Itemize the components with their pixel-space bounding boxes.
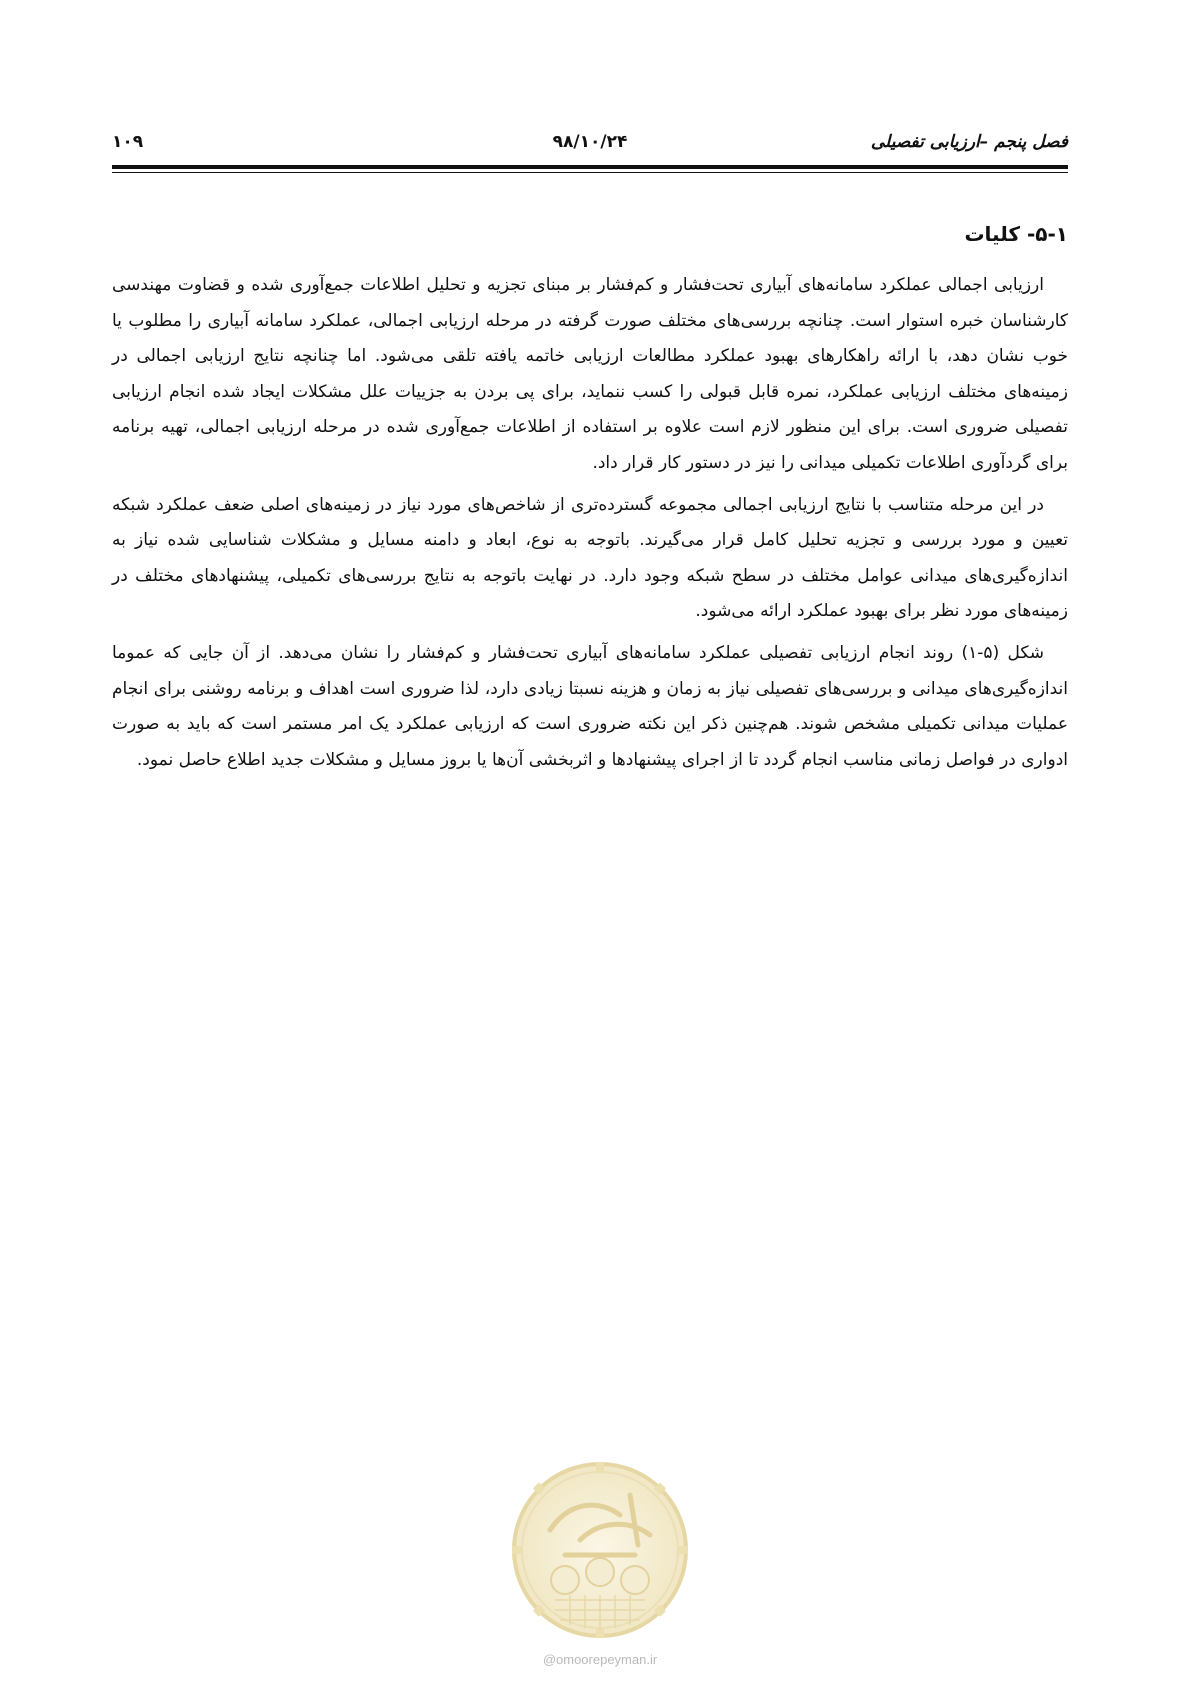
paragraph-3: شکل (۵-۱) روند انجام ارزیابی تفصیلی عملکرد سامانه‌های آبیاری تحت‌فشار و کم‌فشار را نشان می‌دهد. از آن جایی که عموما اندازه‌گیری‌های میدانی و بررسی‌های تفصیلی نیاز به زمان و هزینه نسبتا زیادی دارد، لذا ضروری است اهداف و برنامه روشنی برای انجام عملیات میدانی تکمیلی مشخص شوند. هم‌چنین ذکر این نکته ضروری است که ارزیابی عملکرد یک امر مستمر است که باید به صورت ادواری در فواصل زمانی مناسب انجام گردد تا از اجرای پیشنهادها و اثربخشی آن‌ها یا بروز مسایل و مشکلات جدید اطلاع حاصل نمود. <box>112 642 1068 770</box>
chapter-title: فصل پنجم –ارزیابی تفصیلی <box>870 132 1068 152</box>
watermark-logo-icon <box>510 1460 690 1640</box>
header-rule-thick <box>112 165 1068 169</box>
header-date: ۹۸/۱۰/۲۴ <box>552 132 628 152</box>
page-header <box>112 128 1068 158</box>
paragraph-1: ارزیابی اجمالی عملکرد سامانه‌های آبیاری تحت‌فشار و کم‌فشار بر مبنای تجزیه و تحلیل اطلاعات جمع‌آوری شده و قضاوت مهندسی کارشناسان خبره استوار است. چنانچه بررسی‌های مختلف صورت گرفته در مرحله ارزیابی اجمالی، عملکرد سامانه آبیاری را مطلوب یا خوب نشان دهد، با ارائه راهکارهای بهبود عملکرد مطالعات ارزیابی خاتمه یافته تلقی می‌شود. اما چنانچه نتایج ارزیابی اجمالی در زمینه‌های مختلف ارزیابی عملکرد، نمره قابل قبولی را کسب ننماید، برای پی بردن به جزییات علل مشکلات ایجاد شده انجام ارزیابی تفصیلی ضروری است. برای این منظور لازم است علاوه بر استفاده از اطلاعات جمع‌آوری شده در مرحله ارزیابی اجمالی، تهیه برنامه برای گردآوری اطلاعات تکمیلی میدانی را نیز در دستور کار قرار داد. <box>112 275 1068 473</box>
paragraph-2: در این مرحله متناسب با نتایج ارزیابی اجمالی مجموعه گسترده‌تری از شاخص‌های مورد نیاز در زمینه‌های اصلی ضعف عملکرد شبکه تعیین و مورد بررسی و تجزیه تحلیل کامل قرار می‌گیرند. باتوجه به نوع، ابعاد و دامنه مسایل و مشکلات شناسایی شده نیاز به اندازه‌گیری‌های میدانی عوامل مختلف در سطح شبکه وجود دارد. در نهایت باتوجه به نتایج بررسی‌های تکمیلی، پیشنهادهای مختلف در زمینه‌های مورد نظر برای بهبود عملکرد ارائه می‌شود. <box>112 494 1068 622</box>
header-rule-thin <box>112 172 1068 173</box>
watermark-url: @omoorepeyman.ir <box>542 1652 658 1667</box>
section-title: ۵-۱- کلیات <box>964 222 1068 246</box>
page-content <box>112 218 1068 784</box>
page-number: ۱۰۹ <box>112 132 144 152</box>
